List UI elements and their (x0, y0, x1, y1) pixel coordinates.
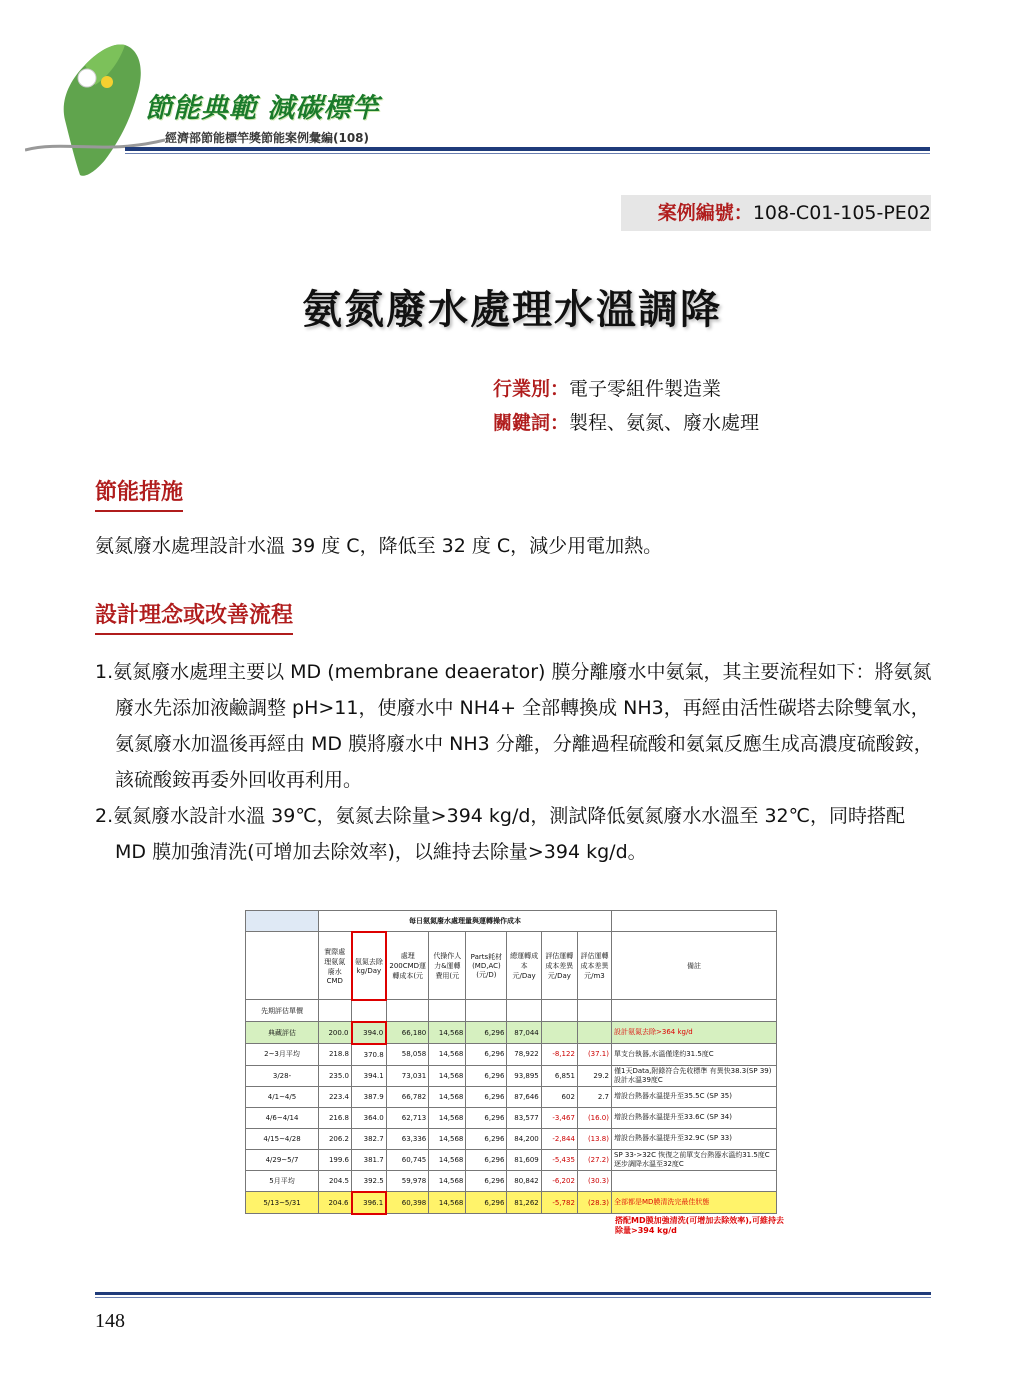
page-number: 148 (95, 1310, 125, 1332)
table-cell: 382.7 (352, 1128, 387, 1149)
table-cell: (13.8) (577, 1128, 611, 1149)
table-cell: 66,180 (386, 1022, 429, 1044)
table-row (246, 1170, 777, 1192)
case-value: 108-C01-105-PE02 (752, 202, 931, 224)
table-row (246, 1022, 777, 1044)
table-cell: 6,296 (466, 1149, 507, 1170)
table-cell: -2,844 (541, 1128, 577, 1149)
table-cell: 6,296 (466, 1086, 507, 1107)
table-caption: 每日氨氮廢水處理量與運轉操作成本 (319, 911, 612, 932)
table-cell: 81,262 (507, 1192, 541, 1214)
table-header-cell: 評估運轉成本差異元/Day (541, 932, 577, 1000)
taiwan-logo-icon (25, 40, 165, 180)
table-header-cell: 氨氮去除kg/Day (352, 932, 387, 1000)
table-cell: -5,435 (541, 1149, 577, 1170)
table-cell: 73,031 (386, 1065, 429, 1086)
table-cell: 204.6 (319, 1192, 352, 1214)
table-cell: 199.6 (319, 1149, 352, 1170)
table-cell: 370.8 (352, 1044, 387, 1066)
table-cell: 典藏評估 (246, 1022, 319, 1044)
table-cell (577, 1022, 611, 1044)
industry-label: 行業別： (493, 378, 570, 400)
table-cell: 83,577 (507, 1107, 541, 1128)
table-cell: 58,058 (386, 1044, 429, 1066)
table-cell: 14,568 (429, 1044, 466, 1066)
footer-rule-thin (95, 1297, 931, 1298)
slogan: 節能典範 減碳標竿 (145, 93, 380, 124)
table-cell: 6,296 (466, 1022, 507, 1044)
table-cell: 364.0 (352, 1107, 387, 1128)
table-cell: 6,296 (466, 1044, 507, 1066)
table-cell: 單支台執器,水溫僅達約31.5度C (612, 1044, 777, 1066)
table-cell: 僅1天Data,附錄符合先收標準 有異快38.3(SP 39) 設計水溫39度C (612, 1065, 777, 1086)
table-cell (612, 1000, 777, 1022)
table-header-cell: 總運轉成本元/Day (507, 932, 541, 1000)
table-cell: 14,568 (429, 1065, 466, 1086)
table-cell: -6,202 (541, 1170, 577, 1192)
table-row (246, 1065, 777, 1086)
table-cell: 80,842 (507, 1170, 541, 1192)
table-cell: 81,609 (507, 1149, 541, 1170)
table-cell (352, 1000, 387, 1022)
table-cell: 4/15~4/28 (246, 1128, 319, 1149)
table-cell: 6,296 (466, 1128, 507, 1149)
table-cell: 29.2 (577, 1065, 611, 1086)
keywords-line (493, 408, 759, 435)
table-cell: 14,568 (429, 1149, 466, 1170)
table-cell (612, 1170, 777, 1192)
table-cell: (27.2) (577, 1149, 611, 1170)
table-cell: 6,296 (466, 1192, 507, 1214)
table-row (246, 1128, 777, 1149)
table-cell: (16.0) (577, 1107, 611, 1128)
table-header-cell: 實際處理氨氮廢水CMD (319, 932, 352, 1000)
table-cell: 392.5 (352, 1170, 387, 1192)
header-subtitle: 經濟部節能標竿獎節能案例彙編(108) (165, 131, 370, 145)
table-cell: 4/29~5/7 (246, 1149, 319, 1170)
table-cell: 6,296 (466, 1065, 507, 1086)
case-label: 案例編號： (657, 202, 753, 224)
table-cell: 93,895 (507, 1065, 541, 1086)
table-cell: 60,398 (386, 1192, 429, 1214)
table-cell: 216.8 (319, 1107, 352, 1128)
measures-text: 氨氮廢水處理設計水溫 39 度 C，降低至 32 度 C，減少用電加熱。 (95, 535, 663, 557)
table-cell: 14,568 (429, 1107, 466, 1128)
table-cell: 5月平均 (246, 1170, 319, 1192)
header-rule (125, 147, 930, 151)
table-cell: 6,296 (466, 1170, 507, 1192)
table-cell (541, 1000, 577, 1022)
table-row (246, 1044, 777, 1066)
table-cell: 387.9 (352, 1086, 387, 1107)
case-number-box (621, 195, 931, 231)
table-cell: 6,296 (466, 1107, 507, 1128)
table-cell: 87,044 (507, 1022, 541, 1044)
cost-table (245, 910, 777, 1215)
table-cell: 235.0 (319, 1065, 352, 1086)
table-cell: 4/1~4/5 (246, 1086, 319, 1107)
section-title-measures: 節能措施 (95, 475, 183, 512)
table-cell: 218.8 (319, 1044, 352, 1066)
table-cell: 381.7 (352, 1149, 387, 1170)
table-cell: 6,851 (541, 1065, 577, 1086)
table-header-cell: 處理200CMD運轉成本(元 (386, 932, 429, 1000)
table-cell: 設計氨氮去除>364 kg/d (612, 1022, 777, 1044)
table-cell: 63,336 (386, 1128, 429, 1149)
table-cell: SP 33->32C 恢復之前單支台熱器水溫約31.5度C 逐步調降水溫至32度C (612, 1149, 777, 1170)
table-header-cell: Parts耗材(MD,AC)(元/D) (466, 932, 507, 1000)
table-cell: 204.5 (319, 1170, 352, 1192)
table-cell (319, 1000, 352, 1022)
table-cell: 602 (541, 1086, 577, 1107)
keywords-label: 關鍵詞： (493, 412, 570, 434)
table-cell: 394.1 (352, 1065, 387, 1086)
table-cell: 增設台熱器水溫提升至32.9C (SP 33) (612, 1128, 777, 1149)
table-row (246, 1149, 777, 1170)
table-cell: 2~3月平均 (246, 1044, 319, 1066)
table-cell: 增設台熱器水溫提升至35.5C (SP 35) (612, 1086, 777, 1107)
table-cell: 84,200 (507, 1128, 541, 1149)
section-title-design: 設計理念或改善流程 (95, 598, 293, 635)
table-cell: 先期評估單價 (246, 1000, 319, 1022)
table-cell: 396.1 (352, 1192, 387, 1214)
table-cell: 87,646 (507, 1086, 541, 1107)
design-list (95, 654, 935, 870)
table-cell: 14,568 (429, 1022, 466, 1044)
table-cell: -3,467 (541, 1107, 577, 1128)
table-row (246, 1000, 777, 1022)
footer-rule (95, 1292, 931, 1295)
table-cell: 14,568 (429, 1170, 466, 1192)
table-header-cell: 代操作人力&運轉費用(元 (429, 932, 466, 1000)
industry-line (493, 374, 721, 401)
table-cell: 14,568 (429, 1128, 466, 1149)
table-cell: 394.0 (352, 1022, 387, 1044)
table-cell (507, 1000, 541, 1022)
table-cell: 增設台熱器水溫提升至33.6C (SP 34) (612, 1107, 777, 1128)
table-cell: 全部都是MD膜清洗完最佳狀態 (612, 1192, 777, 1214)
table-row (246, 1086, 777, 1107)
table-cell: -8,122 (541, 1044, 577, 1066)
table-cell (386, 1000, 429, 1022)
table-cell: (30.3) (577, 1170, 611, 1192)
table-header-cell: 備註 (612, 932, 777, 1000)
table-cell: 14,568 (429, 1192, 466, 1214)
table-header-cell (246, 932, 319, 1000)
table-header-cell: 評估運轉成本差異元/m3 (577, 932, 611, 1000)
page-title: 氨氮廢水處理水溫調降 (302, 287, 722, 333)
table-cell: -5,782 (541, 1192, 577, 1214)
table-cell: (28.3) (577, 1192, 611, 1214)
table-cell: 5/13~5/31 (246, 1192, 319, 1214)
table-cell (429, 1000, 466, 1022)
table-header-row (246, 932, 777, 1000)
table-cell: 14,568 (429, 1086, 466, 1107)
table-cell (541, 1022, 577, 1044)
table-annotation: 搭配MD膜加強清洗(可增加去除效率),可維持去除量>394 kg/d (615, 1216, 784, 1235)
table-cell: 59,978 (386, 1170, 429, 1192)
list-item: 1.氨氮廢水處理主要以 MD (membrane deaerator) 膜分離廢水中氨氣，其主要流程如下：將氨氮廢水先添加液鹼調整 pH>11，使廢水中 NH4+ 全部轉換成 NH3，再經由活性碳塔去除雙氧水，氨氮廢水加溫後再經由 MD 膜將廢水中 NH3 分離，分離過程硫酸和氨氣反應生成高濃度硫酸銨，該硫酸銨再委外回收再利用。 (95, 661, 933, 791)
keywords-value: 製程、氨氮、廢水處理 (569, 412, 760, 434)
table-row (246, 1192, 777, 1214)
table-cell: 3/28- (246, 1065, 319, 1086)
table-cell: 4/6~4/14 (246, 1107, 319, 1128)
table-cell: 206.2 (319, 1128, 352, 1149)
table-row (246, 1107, 777, 1128)
table-cell: 62,713 (386, 1107, 429, 1128)
table-cell: 223.4 (319, 1086, 352, 1107)
list-item: 2.氨氮廢水設計水溫 39℃，氨氮去除量>394 kg/d，測試降低氨氮廢水水溫至 32℃，同時搭配 MD 膜加強清洗(可增加去除效率)，以維持去除量>394 kg/d。 (95, 805, 905, 863)
table-cell: 2.7 (577, 1086, 611, 1107)
table-cell (466, 1000, 507, 1022)
cost-table-figure (245, 910, 784, 1240)
table-cell: 66,782 (386, 1086, 429, 1107)
table-cell: 78,922 (507, 1044, 541, 1066)
table-cell (577, 1000, 611, 1022)
table-cell: (37.1) (577, 1044, 611, 1066)
header-rule-thin (125, 153, 930, 154)
table-cell: 200.0 (319, 1022, 352, 1044)
table-cell: 60,745 (386, 1149, 429, 1170)
industry-value: 電子零組件製造業 (569, 378, 722, 400)
